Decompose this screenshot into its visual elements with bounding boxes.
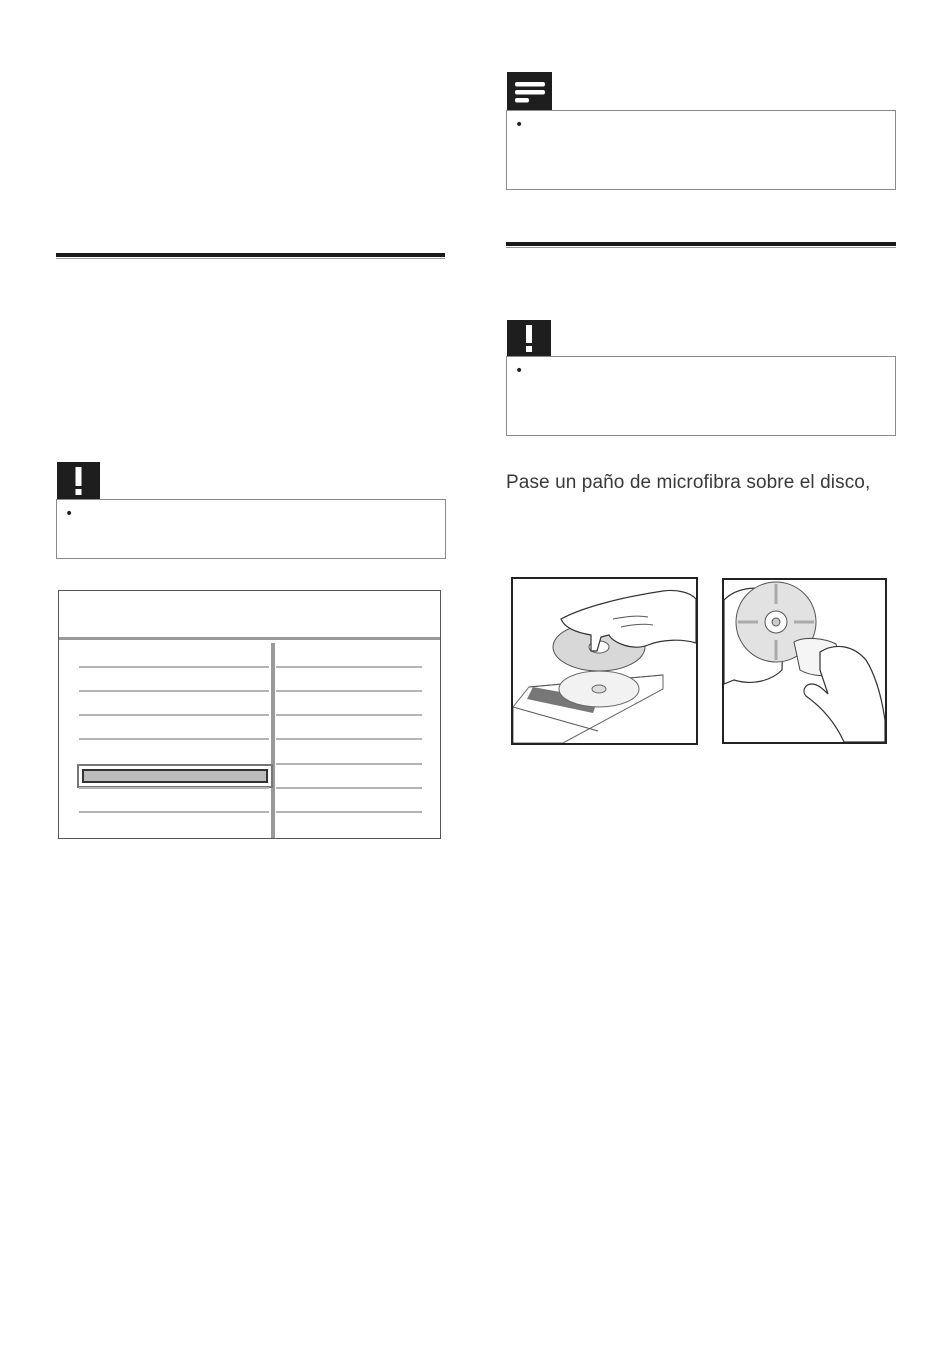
menu-left-row[interactable]: [79, 738, 269, 740]
menu-right-row[interactable]: [276, 714, 422, 716]
exclamation-icon: [507, 320, 551, 356]
menu-column-divider: [271, 643, 275, 838]
menu-right-row[interactable]: [276, 738, 422, 740]
note-icon: [507, 72, 552, 110]
menu-selected-row[interactable]: [77, 764, 273, 788]
note-tag: [507, 72, 552, 110]
menu-left-row[interactable]: [79, 811, 269, 813]
hand-wiping-disc-figure: [722, 578, 887, 744]
note-box: [506, 110, 896, 190]
caution-tag-right: [507, 320, 551, 356]
menu-header-divider: [59, 637, 440, 640]
menu-right-row[interactable]: [276, 690, 422, 692]
menu-right-row[interactable]: [276, 763, 422, 765]
disc-cleaning-illustration: [513, 579, 696, 743]
caution-bullet: •: [515, 363, 524, 379]
menu-left-row[interactable]: [79, 714, 269, 716]
menu-left-row[interactable]: [79, 787, 269, 789]
exclamation-icon: [57, 462, 100, 499]
disc-wiping-illustration: [724, 580, 885, 742]
menu-right-row[interactable]: [276, 811, 422, 813]
caution-box-right: [506, 356, 896, 436]
note-bullet: •: [515, 117, 524, 133]
caution-bullet: •: [65, 506, 74, 522]
menu-right-row[interactable]: [276, 787, 422, 789]
menu-left-row[interactable]: [79, 666, 269, 668]
disc-in-tray-figure: [511, 577, 698, 745]
caution-box-left: [56, 499, 446, 559]
menu-right-row[interactable]: [276, 666, 422, 668]
cleaning-instruction-text: Pase un paño de microfibra sobre el disco,: [506, 472, 871, 493]
section-rule-left: [56, 253, 445, 257]
settings-menu-table: [58, 590, 441, 839]
caution-tag-left: [57, 462, 100, 499]
section-rule-right: [506, 242, 896, 246]
menu-left-row[interactable]: [79, 690, 269, 692]
menu-selected-highlight: [82, 769, 268, 783]
